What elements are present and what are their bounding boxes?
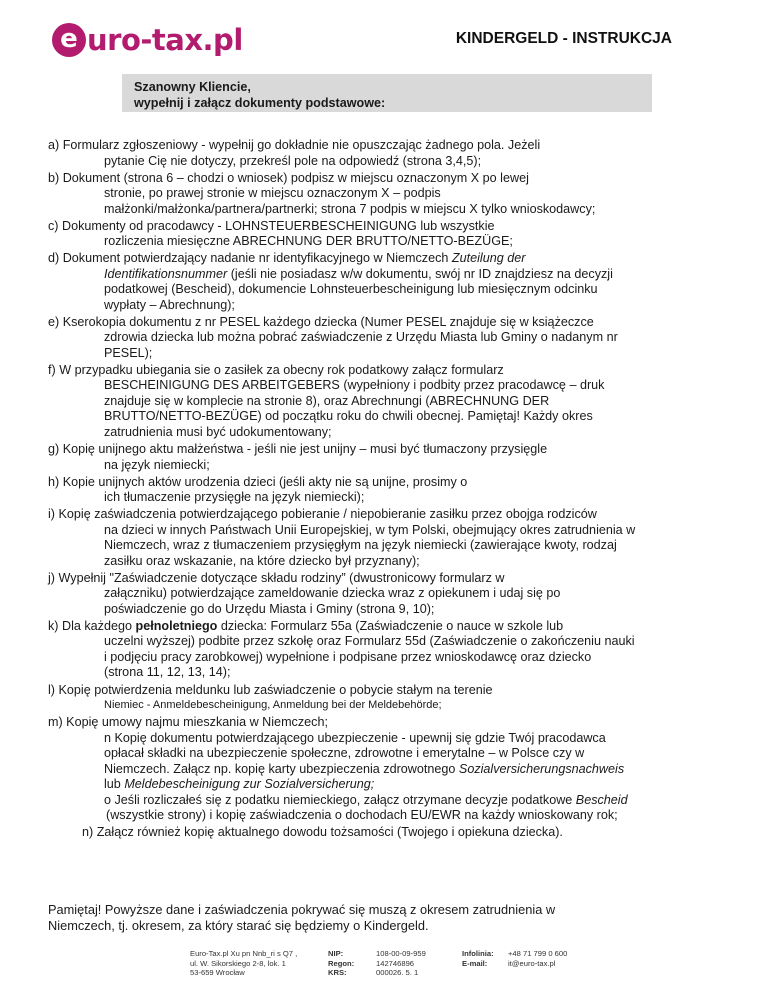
list-item	[48, 507, 738, 569]
list-item	[48, 219, 738, 250]
reminder-note	[48, 902, 555, 934]
item-text: stronie, po prawej stronie w miejscu oznaczonym X – podpis	[104, 186, 441, 201]
item-text: i podjęciu pracy zarobkowej) wypełnione i podpisane przez wnioskodawcę oraz dziecko	[104, 649, 592, 664]
company-logo	[52, 20, 243, 60]
item-text-part: lub	[104, 777, 125, 792]
item-text: małżonki/małżonka/partnera/partnerki; strona 7 podpis w miejscu X tylko wnioskodawcy;	[104, 201, 596, 216]
list-item	[48, 171, 738, 218]
item-text: Niemczech, wraz z tłumaczeniem przysięgłym na język niemiecki (zawierające kwoty, rodzaj	[104, 538, 617, 553]
item-text: podatkowej (Bescheid), dokumencie Lohnsteuerbescheinigung lub miesięcznym odcinku	[104, 282, 598, 297]
item-text-part: d) Dokument potwierdzający nadanie nr identyfikacyjnego w Niemczech	[48, 251, 452, 266]
list-item	[48, 442, 738, 473]
item-text-bold: pełnoletniego	[135, 618, 218, 633]
item-text: n Kopię dokumentu potwierdzającego ubezpieczenie - upewnij się gdzie Twój pracodawca	[104, 730, 606, 745]
greeting-line: wypełnij i załącz dokumenty podstawowe:	[134, 96, 386, 110]
email-label: E-mail:	[462, 958, 488, 968]
list-item	[48, 251, 738, 313]
list-item	[48, 363, 738, 441]
hotline-value: +48 71 799 0 600	[508, 949, 568, 958]
list-item	[48, 315, 738, 362]
page-title: KINDERGELD - INSTRUKCJA	[455, 30, 672, 47]
item-text: znajduje się w komplecie na stronie 8), oraz Abrechnungi (ABRECHNUNG DER	[104, 393, 550, 408]
item-text-italic: Zuteilung der	[451, 251, 526, 266]
list-item	[48, 715, 738, 824]
item-text: na dzieci w innych Państwach Unii Europejskiej, w tym Polski, obejmujący okres zatrudnienia w	[104, 522, 636, 537]
footer-company	[190, 949, 297, 978]
note-line: Niemczech, tj. okresem, za który starać się będziemy o Kindergeld.	[48, 918, 429, 933]
item-text: BRUTTO/NETTO-BEZÜGE) od początku roku do chwili obecnej. Pamiętaj! Każdy okres	[104, 409, 593, 424]
item-text: poświadczenie go do Urzędu Miasta i Gminy (strona 9, 10);	[104, 601, 435, 616]
footer-contact-labels	[462, 949, 494, 968]
item-text-part: Niemczech. Załącz np. kopię karty ubezpieczenia zdrowotnego	[104, 761, 459, 776]
item-text	[48, 619, 738, 635]
item-text: Niemiec - Anmeldebescheinigung, Anmeldung bei der Meldebehörde;	[104, 699, 442, 712]
item-text: i) Kopię zaświadczenia potwierdzającego pobieranie / niepobieranie zasiłku przez obojga rodziców	[48, 507, 597, 522]
item-text	[48, 762, 738, 778]
item-text: (wszystkie strony) i kopię zaświadczenia o dochodach EU/EWR na każdy wnioskowany rok;	[106, 808, 618, 823]
item-text: BESCHEINIGUNG DES ARBEITGEBERS (wypełniony i podbity przez pracodawcę – druk	[104, 378, 605, 393]
item-text-italic: Meldebescheinigung zur Sozialversicherung;	[124, 777, 375, 792]
list-item	[48, 138, 738, 169]
item-text: g) Kopię unijnego aktu małżeństwa - jeśli nie jest unijny – musi być tłumaczony przysięgle	[48, 442, 548, 457]
item-text: uczelni wyższej) podbite przez szkołę oraz Formularz 55d (Zaświadczenie o zakończeniu nauki	[104, 634, 635, 649]
item-text: (strona 11, 12, 13, 14);	[104, 665, 231, 680]
list-item	[48, 683, 738, 714]
item-text: e) Kserokopia dokumentu z nr PESEL każdego dziecka (Numer PESEL znajduje się w książeczce	[48, 314, 594, 329]
greeting-box	[122, 74, 652, 112]
footer-contact-values	[508, 949, 567, 968]
item-text: j) Wypełnij "Zaświadczenie dotyczące składu rodziny” (dwustronicowy formularz w	[48, 570, 505, 585]
item-text-italic: Identifikationsnummer	[104, 266, 228, 281]
item-text: załączniku) potwierdzające zameldowanie dziecka wraz z opiekunem i udaj się po	[104, 586, 561, 601]
company-address: ul. W. Sikorskiego 2-8, lok. 1	[190, 958, 286, 968]
item-text: c) Dokumenty od pracodawcy - LOHNSTEUERBESCHEINIGUNG lub wszystkie	[48, 218, 495, 233]
email-link[interactable]: it@euro-tax.pl	[508, 958, 556, 968]
item-text: h) Kopie unijnych aktów urodzenia dzieci (jeśli akty nie są unijne, prosimy o	[48, 474, 468, 489]
list-item	[48, 571, 738, 618]
logo-text: uro-tax.pl	[87, 23, 243, 57]
item-text: f) W przypadku ubiegania sie o zasiłek za obecny rok podatkowy załącz formularz	[48, 362, 504, 377]
item-text	[48, 251, 738, 267]
item-text: m) Kopię umowy najmu mieszkania w Niemczech;	[48, 715, 328, 730]
item-text: b) Dokument (strona 6 – chodzi o wniosek) podpisz w miejscu oznaczonym X po lewej	[48, 170, 529, 185]
greeting-line: Szanowny Kliencie,	[134, 80, 251, 94]
item-text: pytanie Cię nie dotyczy, przekreśl pole na odpowiedź (strona 3,4,5);	[104, 153, 482, 168]
note-line: Pamiętaj! Powyższe dane i zaświadczenia pokrywać się muszą z okresem zatrudnienia w	[48, 902, 556, 917]
krs-label: KRS:	[328, 968, 347, 978]
regon-value: 142746896	[376, 958, 415, 968]
item-text-part: k) Dla każdego	[48, 618, 136, 633]
item-text-part: dziecka: Formularz 55a (Zaświadczenie o nauce w szkole lub	[217, 618, 564, 633]
nip-value: 108-00-09-959	[376, 949, 426, 958]
item-text: rozliczenia miesięczne ABRECHNUNG DER BRUTTO/NETTO-BEZÜGE;	[104, 234, 513, 249]
item-text-italic: Sozialversicherungsnachweis	[458, 761, 625, 776]
item-text: n) Załącz również kopię aktualnego dowodu tożsamości (Twojego i opiekuna dziecka).	[82, 825, 563, 840]
list-item	[48, 475, 738, 506]
document-list	[48, 138, 738, 842]
item-text	[48, 267, 738, 283]
company-name: Euro-Tax.pl Xu pn Nnb_ri s Q7 ,	[190, 949, 298, 958]
krs-value: 000026. 5. 1	[376, 968, 419, 978]
item-text-italic: Bescheid	[575, 792, 628, 807]
list-item	[48, 619, 738, 681]
logo-e-mark: e	[52, 23, 86, 57]
footer-id-labels	[328, 949, 354, 978]
item-text: zasiłku oraz wskazanie, na które dziecko był przyznany);	[104, 553, 420, 568]
item-text: zatrudnienia musi być udokumentowany;	[104, 424, 332, 439]
regon-label: Regon:	[328, 958, 355, 968]
item-text: na język niemiecki;	[104, 457, 210, 472]
item-text: zdrowia dziecka lub można pobrać zaświadczenie z Urzędu Miasta lub Gminy o nadanym nr	[104, 330, 618, 345]
item-text-part: o Jeśli rozliczałeś się z podatku niemieckiego, załącz otrzymane decyzje podatkowe	[104, 792, 576, 807]
hotline-label: Infolinia:	[462, 949, 494, 958]
list-item	[48, 825, 738, 841]
item-text: opłacał składki na ubezpieczenie społeczne, zdrowotne i emerytalne – w Polsce czy w	[104, 746, 585, 761]
item-text: PESEL);	[104, 345, 153, 360]
item-text	[48, 777, 738, 793]
nip-label: NIP:	[328, 949, 344, 958]
company-city: 53-659 Wrocław	[190, 968, 245, 978]
item-text: l) Kopię potwierdzenia meldunku lub zaświadczenie o pobycie stałym na terenie	[48, 682, 493, 697]
item-text-part: (jeśli nie posiadasz w/w dokumentu, swój nr ID znajdziesz na decyzji	[227, 266, 613, 281]
item-text: wypłaty – Abrechnung);	[104, 297, 235, 312]
footer-id-values	[376, 949, 426, 978]
item-text: ich tłumaczenie przysięgłe na język niemiecki);	[104, 490, 365, 505]
item-text	[48, 793, 738, 809]
item-text: a) Formularz zgłoszeniowy - wypełnij go dokładnie nie opuszczając żadnego pola. Jeżeli	[48, 138, 541, 152]
